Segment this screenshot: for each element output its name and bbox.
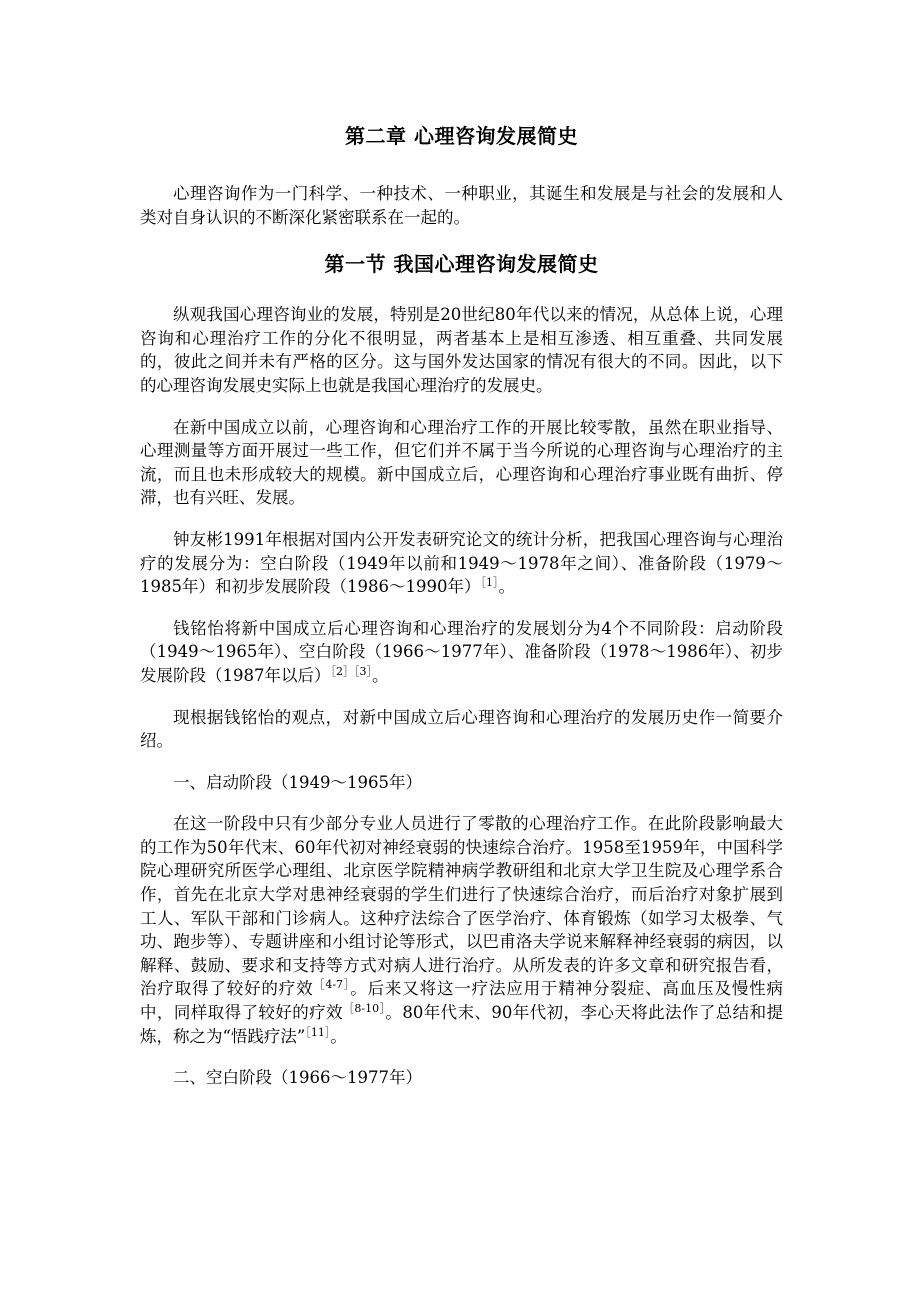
paragraph-qian-mingyi (140, 617, 783, 688)
chapter-title: 第二章 心理咨询发展简史 (345, 124, 578, 148)
paragraph-text: 。后来又将这一疗法应用于精神分裂症、高血压及慢性病中，同样取得了较好的疗效 (140, 979, 784, 1023)
paragraph-zhong-youbin (140, 528, 783, 599)
subheading-startup-stage: 一、启动阶段（1949～1965年） (173, 772, 422, 792)
citation: ［3］ (354, 664, 372, 678)
citation: ［8-10］ (342, 1002, 386, 1016)
citation: ［4-7］ (313, 978, 351, 992)
citation: ［2］ (330, 664, 354, 678)
paragraph-overview: 纵观我国心理咨询业的发展，特别是20世纪80年代以来的情况，从总体上说，心理咨询和心理治疗工作的分化不很明显，两者基本上是相互渗透、相互重叠、共同发展的，彼此之间并未有严格的区分。这与国外发达国家的情况有很大的不同。因此，以下的心理咨询发展史实际上也就是我国心理治疗的发展史。 (140, 305, 783, 395)
paragraph-tail: 。 (498, 577, 515, 597)
paragraph-tail: 。 (330, 1026, 347, 1046)
paragraph-tail: 。 (372, 665, 389, 685)
citation: ［11］ (305, 1025, 331, 1039)
subheading-blank-stage: 二、空白阶段（1966～1977年） (173, 1068, 422, 1088)
paragraph-text: 钱铭怡将新中国成立后心理咨询和心理治疗的发展划分为4个不同阶段：启动阶段（1949～1965年）、空白阶段（1966～1977年）、准备阶段（1978～1986年）、初步发展阶段（1987年以后） (140, 618, 783, 685)
paragraph-startup-stage (140, 812, 783, 1048)
paragraph-before-1949: 在新中国成立以前，心理咨询和心理治疗工作的开展比较零散，虽然在职业指导、心理测量等方面开展过一些工作，但它们并不属于当今所说的心理咨询与心理治疗的主流，而且也未形成较大的规模。新中国成立后，心理咨询和心理治疗事业既有曲折、停滞，也有兴旺、发展。 (140, 417, 783, 508)
paragraph-text: 在这一阶段中只有少部分专业人员进行了零散的心理治疗工作。在此阶段影响最大的工作为50年代末、60年代初对神经衰弱的快速综合治疗。1958至1959年，中国科学院心理研究所医学心理组、北京医学院精神病学教研组和北京大学卫生院及心理学系合作，首先在北京大学对患神经衰弱的学生们进行了快速综合治疗，而后治疗对象扩展到工人、军队干部和门诊病人。这种疗法综合了医学治疗、体育锻炼（如学习太极拳、气功、跑步等）、专题讲座和小组讨论等形式，以巴甫洛夫学说来解释神经衰弱的病因，以解释、鼓励、要求和支持等方式对病人进行治疗。从所发表的许多文章和研究报告看，治疗取得了较好的疗效 (140, 814, 783, 999)
document-page (140, 118, 783, 1108)
paragraph-text: 钟友彬1991年根据对国内公开发表研究论文的统计分析，把我国心理咨询与心理治疗的发展分为：空白阶段（1949年以前和1949～1978年之间）、准备阶段（1979～1985年）和初步发展阶段（1986～1990年） (140, 529, 783, 597)
paragraph-text: 。80年代末、90年代初，李心天将此法作了总结和提炼，称之为“悟践疗法” (140, 1003, 783, 1046)
intro-paragraph: 心理咨询作为一门科学、一种技术、一种职业，其诞生和发展是与社会的发展和人类对自身认识的不断深化紧密联系在一起的。 (140, 184, 783, 227)
paragraph-intro-history: 现根据钱铭怡的观点，对新中国成立后心理咨询和心理治疗的发展历史作一简要介绍。 (140, 707, 783, 751)
citation: ［1］ (480, 576, 499, 590)
section-title: 第一节 我国心理咨询发展简史 (324, 252, 599, 277)
